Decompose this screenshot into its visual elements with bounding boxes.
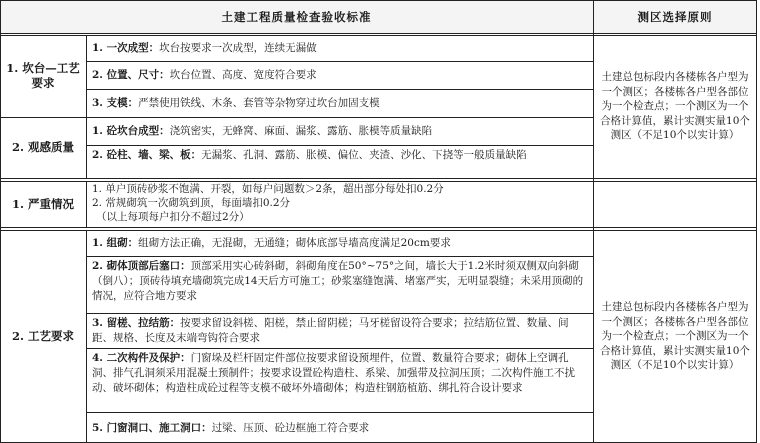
grid-line — [0, 0, 1, 443]
grid-line — [0, 0, 757, 1]
grid-line — [86, 61, 593, 62]
item-text: 组砌方法正确，无混砌，无通缝；砌体底部导墙高度满足20cm要求 — [138, 237, 451, 249]
item-appearance-2 — [86, 145, 593, 178]
grid-line — [86, 145, 593, 146]
item-process-2 — [86, 256, 593, 313]
item-text: 浇筑密实，无蜂窝、麻面、漏浆、露筋、胀模等质量缺陷 — [169, 125, 433, 137]
item-title: 4. 二次构件及保护： — [92, 352, 191, 364]
severe-lines — [86, 181, 593, 227]
principle-cell-1: 土建总包标段内各楼栋各户型为一个测区；各楼栋各户型各部位为一个检查点；一个测区为一个合格计算值，累计实测实量10个测区（不足10个以实计算） — [600, 71, 750, 142]
item-title: 2. 砼柱、墙、梁、板： — [92, 149, 202, 161]
item-title: 5. 门窗洞口、施工洞口： — [92, 421, 212, 434]
item-text: 坎台位置、高度、宽度符合要求 — [169, 69, 317, 81]
severe-line-3: （以上每项每户扣分不超过2分） — [96, 211, 250, 223]
grid-line — [0, 227, 757, 228]
category-severe: 1. 严重情况 — [11, 196, 74, 211]
grid-line — [756, 0, 757, 443]
grid-line — [86, 35, 87, 178]
item-title: 3. 支模： — [92, 97, 139, 109]
grid-line — [0, 35, 757, 36]
item-text: 过梁、压顶、砼边框施工符合要求 — [211, 421, 370, 434]
severe-line-1: 1. 单户顶砖砂浆不饱满、开裂，如每户问题数＞2条，超出部分每处扣0.2分 — [92, 183, 444, 195]
item-text: 严禁使用铁线、木条、套管等杂物穿过坎台加固支模 — [138, 97, 380, 109]
item-title: 3. 留槎、拉结筋： — [92, 317, 181, 329]
item-kantai-2 — [86, 61, 593, 89]
grid-line — [86, 412, 593, 413]
item-kantai-3 — [86, 89, 593, 117]
grid-line — [0, 181, 757, 182]
severe-line-2: 2. 常规砌筑一次砌筑到顶，每面墙扣0.2分 — [92, 197, 291, 209]
item-title: 1. 组砌： — [92, 237, 139, 249]
item-process-4 — [86, 348, 593, 412]
header-standard: 土建工程质量检查验收标准 — [221, 9, 372, 24]
principle-cell-2: 土建总包标段内各楼栋各户型为一个测区；各楼栋各户型各部位为一个检查点；一个测区为一个合格计算值，累计实测实量10个测区（不足10个以实计算） — [600, 301, 750, 372]
item-text: 坎台按要求一次成型，连续无漏做 — [159, 42, 317, 54]
item-title: 2. 位置、尺寸： — [92, 69, 170, 81]
item-title: 1. 砼坎台成型： — [92, 125, 170, 137]
grid-line — [86, 313, 593, 314]
grid-line — [0, 117, 593, 118]
item-process-3 — [86, 313, 593, 348]
item-text: 门窗垛及栏杆固定件部位按要求留设预埋件，位置、数量符合要求；砌体上空调孔洞、排气孔洞须采用混凝土预制件；按要求设置砼构造柱、系梁、加强带及拉洞压顶；二次构件施工不扰动、破坏砌体；构造柱成砼过程等支模不破坏外墙砌体；构造柱钢筋植筋、绑扎符合设计要求 — [92, 352, 575, 394]
item-text: 按要求留设斜槎、阳槎，禁止留阴槎；马牙槎留设符合要求；拉结筋位置、数量、间距、规格、长度及末端弯钩符合要求 — [92, 317, 569, 344]
item-kantai-1 — [86, 35, 593, 61]
header-principle: 测区选择原则 — [637, 9, 713, 24]
grid-line — [0, 230, 757, 231]
grid-line — [86, 256, 593, 257]
item-text: 顶部采用实心砖斜砌，斜砌角度在50°~75°之间，墙长大于1.2米时须双侧双向斜砌（倒八）；顶砖待填充墙砌筑完成14天后方可施工；砂浆塞缝饱满、堵塞严实，无明显裂缝；未采用顶砌的情况，应符合地方要求 — [92, 260, 584, 302]
grid-line — [86, 181, 87, 227]
grid-line — [0, 33, 757, 34]
grid-line — [86, 89, 593, 90]
item-process-1 — [86, 230, 593, 256]
grid-line — [0, 178, 757, 179]
item-appearance-1 — [86, 117, 593, 145]
item-text: 无漏浆、孔洞、露筋、胀模、偏位、夹渣、沙化、下挠等一般质量缺陷 — [201, 149, 527, 161]
item-title: 2. 砌体顶部后塞口： — [92, 260, 191, 272]
category-appearance: 2. 观感质量 — [11, 140, 74, 154]
grid-line — [86, 348, 593, 349]
category-kantai: 1. 坎台—工艺要求 — [6, 61, 80, 90]
grid-line — [593, 0, 594, 443]
item-title: 1. 一次成型： — [92, 42, 160, 54]
category-process: 2. 工艺要求 — [11, 329, 74, 343]
item-process-5 — [86, 412, 593, 443]
